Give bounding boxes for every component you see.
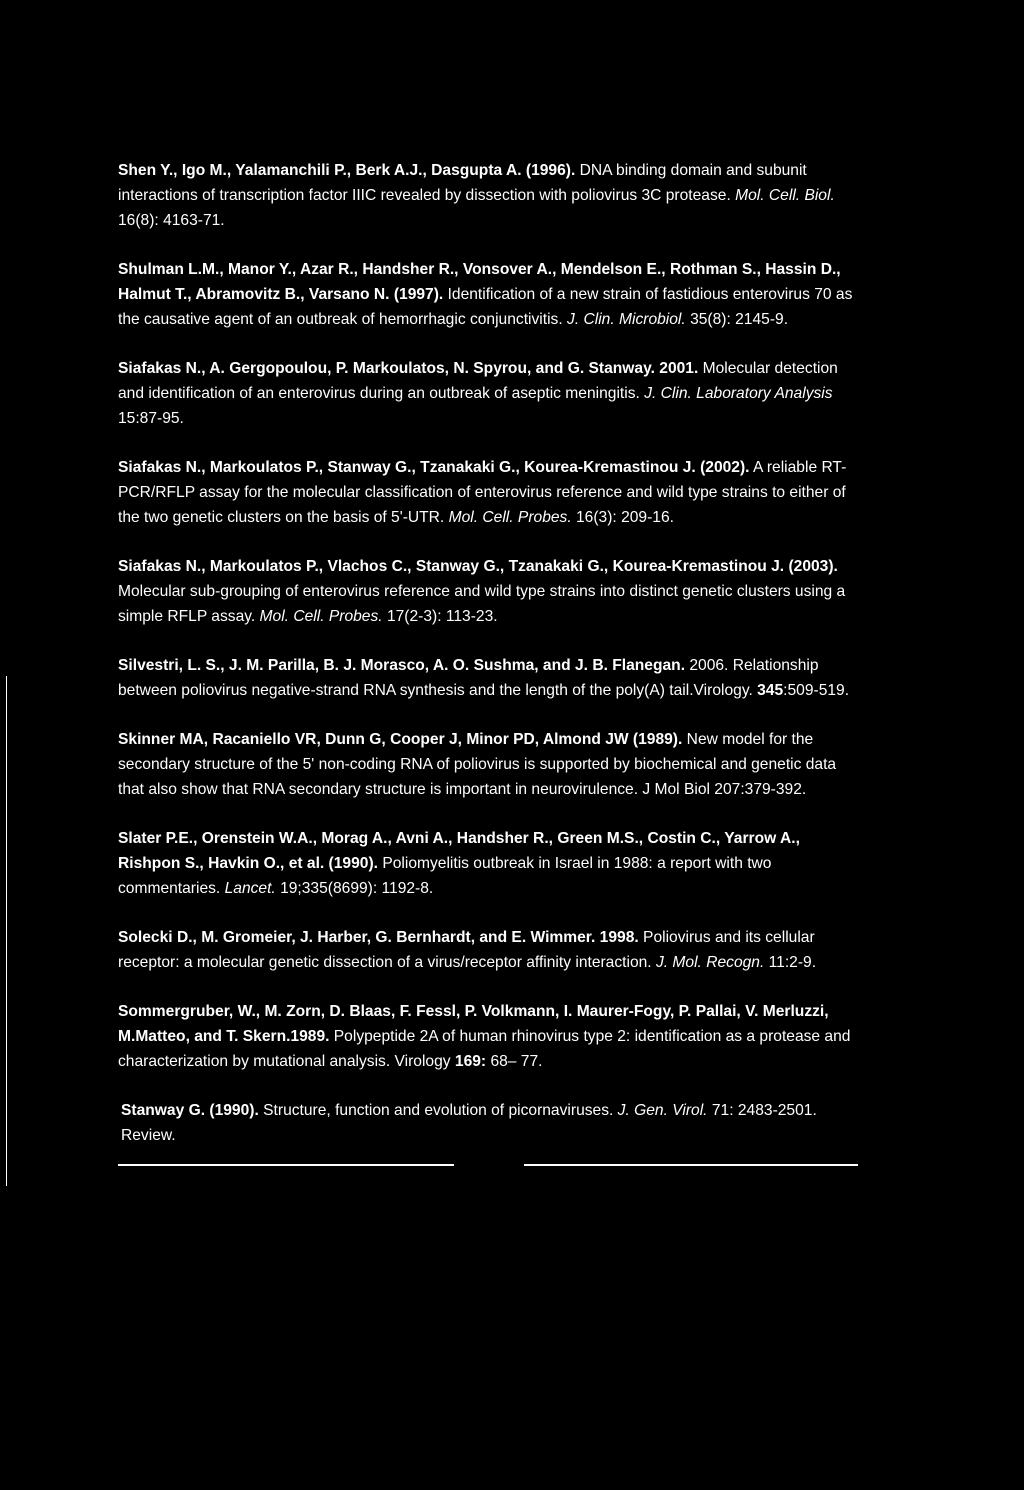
reference-entry: [118, 158, 863, 233]
reference-text: Molecular detection and identification of an enterovirus during an outbreak of aseptic meningitis.: [118, 360, 838, 402]
reference-journal: J. Clin. Microbiol.: [567, 311, 686, 328]
reference-entry: [118, 727, 863, 802]
reference-text: 19;335(8699): 1192-8.: [275, 880, 434, 897]
reference-journal: Lancet.: [224, 880, 276, 897]
reference-authors: Siafakas N., A. Gergopoulou, P. Markoulatos, N. Spyrou, and G. Stanway. 2001.: [118, 360, 699, 377]
reference-text: New model for the secondary structure of the 5' non-coding RNA of poliovirus is supported by biochemical and genetic data that also show that RNA secondary structure is important in neurovirulence. J Mol Biol 207:379-392.: [118, 731, 837, 798]
reference-text: 11:2-9.: [764, 954, 817, 971]
reference-text: Polypeptide 2A of human rhinovirus type 2: identification as a protease and characterization by mutational analysis. Virology: [118, 1028, 851, 1070]
reference-text: Structure, function and evolution of picornaviruses.: [258, 1102, 618, 1119]
left-margin-rule: [6, 676, 7, 1186]
reference-authors: Siafakas N., Markoulatos P., Stanway G., Tzanakaki G., Kourea-Kremastinou J. (2002).: [118, 459, 750, 476]
reference-text: Identification of a new strain of fastidious enterovirus 70 as the causative agent of an outbreak of hemorrhagic conjunctivitis.: [118, 286, 853, 328]
reference-entry: [118, 554, 863, 629]
reference-text: Poliovirus and its cellular receptor: a molecular genetic dissection of a virus/receptor affinity interaction.: [118, 929, 815, 971]
reference-text: Molecular sub-grouping of enterovirus reference and wild type strains into distinct genetic clusters using a simple RFLP assay.: [118, 583, 846, 625]
reference-authors: Stanway G. (1990).: [121, 1102, 259, 1119]
reference-journal: Mol. Cell. Biol.: [735, 187, 835, 204]
reference-text: 15:87-95.: [118, 410, 184, 427]
reference-authors: Sommergruber, W., M. Zorn, D. Blaas, F. Fessl, P. Volkmann, I. Maurer-Fogy, P. Pallai, V. Merluzzi, M.Matteo, and T. Skern.1989.: [118, 1003, 829, 1045]
reference-text: 2006. Relationship between poliovirus negative-strand RNA synthesis and the length of the poly(A) tail.Virology.: [118, 657, 819, 699]
reference-entry: [118, 257, 863, 332]
reference-entry: [121, 1098, 863, 1148]
reference-text: 68– 77.: [486, 1053, 543, 1070]
footer-rule-right: [524, 1164, 858, 1166]
reference-entry: [118, 925, 863, 975]
reference-text: :509-519.: [783, 682, 850, 699]
reference-authors: Solecki D., M. Gromeier, J. Harber, G. Bernhardt, and E. Wimmer. 1998.: [118, 929, 639, 946]
reference-entry: [118, 455, 863, 530]
reference-entry: [118, 653, 863, 703]
reference-text: Poliomyelitis outbreak in Israel in 1988: a report with two commentaries.: [118, 855, 772, 897]
reference-text: 71: 2483-2501. Review.: [121, 1102, 817, 1144]
reference-authors: Slater P.E., Orenstein W.A., Morag A., Avni A., Handsher R., Green M.S., Costin C., Yarrow A., Rishpon S., Havkin O., et al. (1990).: [118, 830, 800, 872]
reference-authors: Shen Y., Igo M., Yalamanchili P., Berk A.J., Dasgupta A. (1996).: [118, 162, 576, 179]
reference-journal: J. Gen. Virol.: [617, 1102, 708, 1119]
reference-text: 17(2-3): 113-23.: [382, 608, 498, 625]
reference-text: DNA binding domain and subunit interactions of transcription factor IIIC revealed by dissection with poliovirus 3C protease.: [118, 162, 807, 204]
reference-entry: [118, 999, 863, 1074]
reference-authors: Silvestri, L. S., J. M. Parilla, B. J. Morasco, A. O. Sushma, and J. B. Flanegan.: [118, 657, 686, 674]
reference-journal: J. Mol. Recogn.: [655, 954, 765, 971]
reference-entry: [118, 826, 863, 901]
footer-rule-left: [118, 1164, 454, 1166]
reference-authors: Skinner MA, Racaniello VR, Dunn G, Cooper J, Minor PD, Almond JW (1989).: [118, 731, 683, 748]
reference-journal: J. Clin. Laboratory Analysis: [644, 385, 833, 402]
reference-text: 35(8): 2145-9.: [685, 311, 789, 328]
reference-journal: Mol. Cell. Probes.: [259, 608, 383, 625]
reference-entry: [118, 356, 863, 431]
reference-text: A reliable RT-PCR/RFLP assay for the molecular classification of enterovirus reference and wild type strains to either of the two genetic clusters on the basis of 5'-UTR.: [118, 459, 847, 526]
reference-authors: 345: [757, 682, 784, 699]
reference-journal: Mol. Cell. Probes.: [448, 509, 572, 526]
reference-text: 16(8): 4163-71.: [118, 212, 225, 229]
reference-authors: Shulman L.M., Manor Y., Azar R., Handsher R., Vonsover A., Mendelson E., Rothman S., Hassin D., Halmut T., Abramovitz B., Varsano N. (1997).: [118, 261, 841, 303]
reference-authors: 169:: [454, 1053, 487, 1070]
reference-authors: Siafakas N., Markoulatos P., Vlachos C., Stanway G., Tzanakaki G., Kourea-Kremastinou J. (2003).: [118, 558, 838, 575]
reference-text: 16(3): 209-16.: [571, 509, 674, 526]
reference-list: [118, 158, 863, 1172]
